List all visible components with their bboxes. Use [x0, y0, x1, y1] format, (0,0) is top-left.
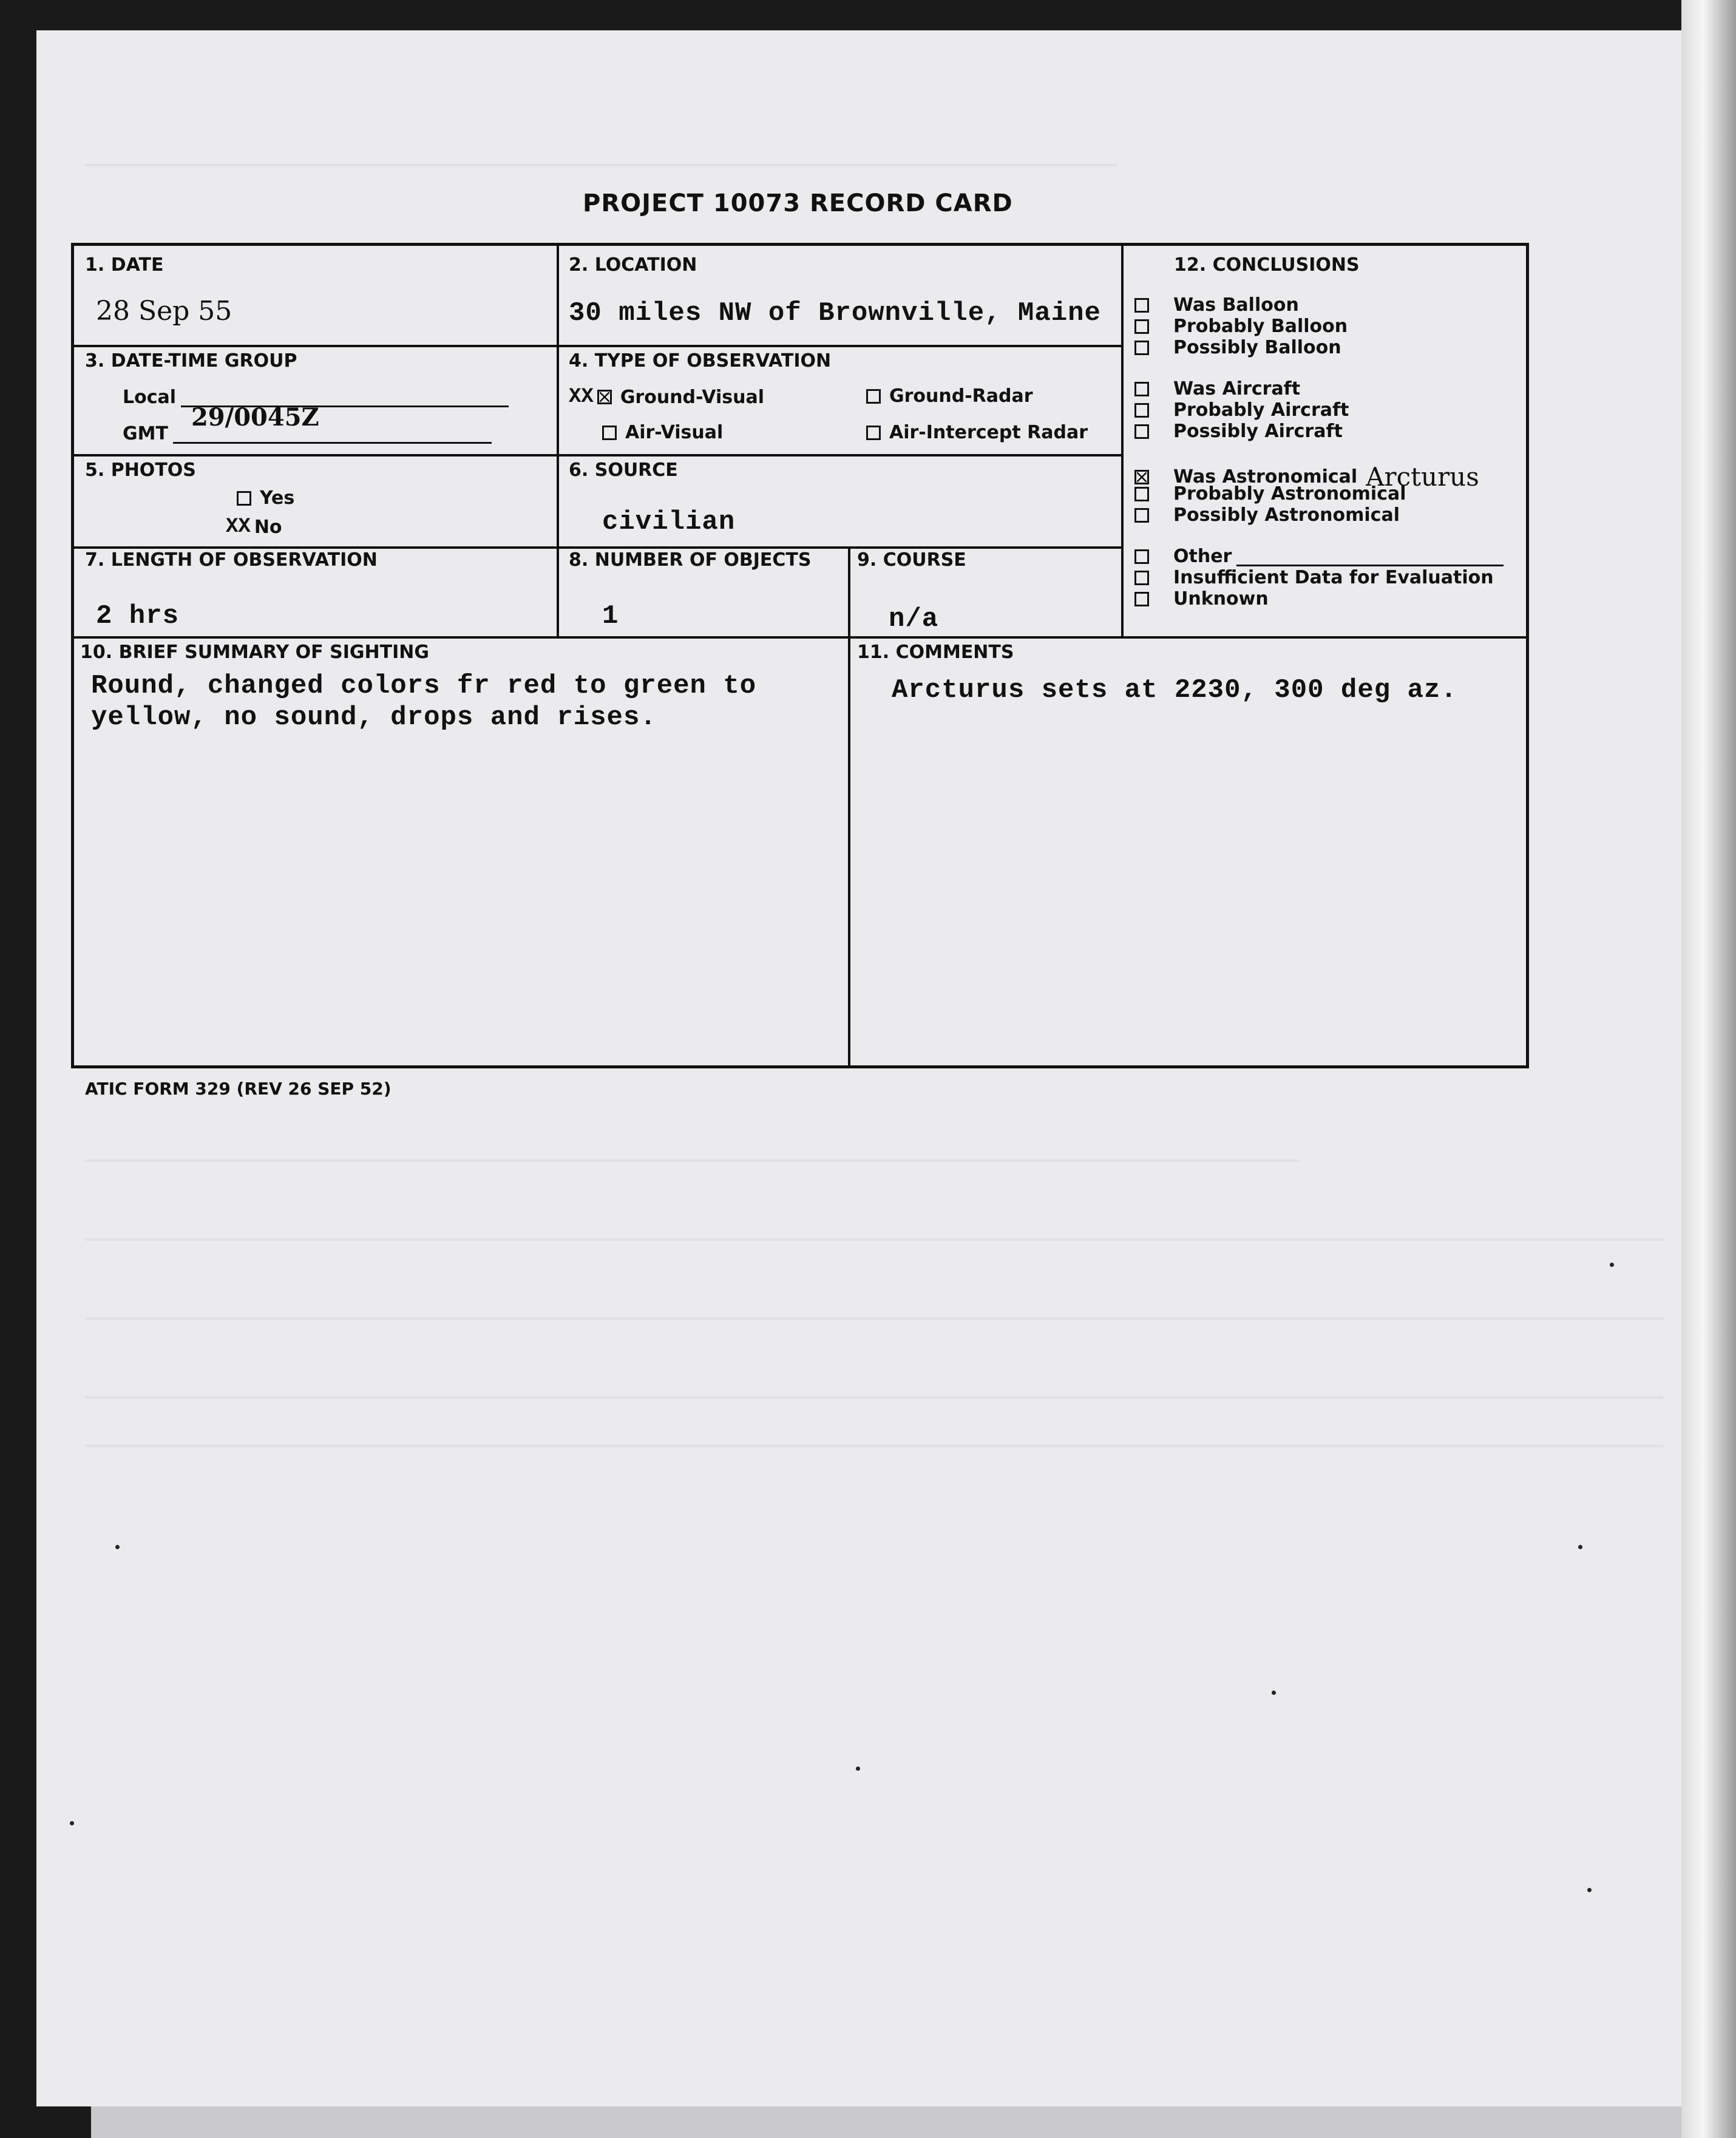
- film-speck: [115, 1545, 120, 1549]
- bleed-through-line: [85, 1317, 1663, 1320]
- comments-label: 11. COMMENTS: [857, 642, 1014, 663]
- checkbox: [1134, 571, 1149, 585]
- form-number: ATIC FORM 329 (REV 26 SEP 52): [85, 1079, 392, 1099]
- course-label: 9. COURSE: [857, 549, 966, 571]
- was-astronomical-option: Was Astronomical Arcturus: [1134, 462, 1479, 492]
- photos-no-option: XX No: [226, 515, 282, 538]
- photos-label: 5. PHOTOS: [85, 460, 196, 481]
- probably-balloon-option: Probably Balloon: [1134, 316, 1348, 337]
- length-of-observation-label: 7. LENGTH OF OBSERVATION: [85, 549, 378, 571]
- unknown-option: Unknown: [1134, 588, 1269, 609]
- local-field: Local: [123, 387, 509, 408]
- gmt-value: 29/0045Z: [191, 403, 319, 432]
- was-balloon-option: Was Balloon: [1134, 294, 1299, 316]
- bleed-through-line: [85, 164, 1117, 166]
- astronomical-note: Arcturus: [1366, 462, 1479, 492]
- check-mark: XX: [226, 515, 251, 538]
- film-speck: [1587, 1888, 1592, 1892]
- checkbox: [1134, 341, 1149, 355]
- probably-aircraft-option: Probably Aircraft: [1134, 399, 1349, 421]
- probably-astronomical-option: Probably Astronomical: [1134, 483, 1406, 504]
- summary-line-1: Round, changed colors fr red to green to: [91, 671, 757, 701]
- checkbox: [237, 491, 251, 506]
- film-speck: [1272, 1691, 1276, 1695]
- divider: [74, 636, 1526, 639]
- photos-yes-option: Yes: [237, 487, 294, 509]
- course-value: n/a: [889, 604, 939, 634]
- checkbox: [1134, 508, 1149, 523]
- bleed-through-line: [85, 1445, 1663, 1447]
- date-value: 28 Sep 55: [96, 296, 232, 327]
- checkbox: [1134, 592, 1149, 606]
- divider: [74, 546, 1121, 549]
- divider: [848, 546, 850, 636]
- bleed-through-line: [85, 1396, 1663, 1399]
- was-aircraft-option: Was Aircraft: [1134, 378, 1300, 399]
- gmt-field: GMT 29/0045Z: [123, 423, 492, 444]
- summary-label: 10. BRIEF SUMMARY OF SIGHTING: [80, 642, 429, 663]
- comments-value: Arcturus sets at 2230, 300 deg az.: [892, 675, 1457, 705]
- bleed-through-line: [85, 1159, 1299, 1162]
- ground-radar-option: Ground-Radar: [866, 385, 1033, 407]
- checkbox: [1134, 487, 1149, 501]
- location-label: 2. LOCATION: [569, 254, 697, 276]
- conclusions-label: 12. CONCLUSIONS: [1174, 254, 1360, 276]
- number-of-objects-value: 1: [602, 601, 619, 631]
- air-intercept-radar-option: Air-Intercept Radar: [866, 422, 1088, 443]
- checkbox: [1134, 298, 1149, 313]
- divider: [557, 246, 559, 636]
- length-of-observation-value: 2 hrs: [96, 601, 180, 631]
- divider: [74, 454, 1121, 456]
- film-speck: [1578, 1545, 1582, 1549]
- checkbox: [866, 389, 881, 404]
- possibly-astronomical-option: Possibly Astronomical: [1134, 504, 1400, 526]
- card-title: PROJECT 10073 RECORD CARD: [583, 189, 1013, 217]
- divider: [74, 345, 1121, 347]
- other-option: Other: [1134, 546, 1504, 567]
- insufficient-data-option: Insufficient Data for Evaluation: [1134, 567, 1494, 588]
- divider: [1121, 246, 1124, 636]
- date-label: 1. DATE: [85, 254, 164, 276]
- location-value: 30 miles NW of Brownville, Maine: [569, 298, 1101, 328]
- possibly-balloon-option: Possibly Balloon: [1134, 337, 1341, 358]
- ground-visual-option: XX Ground-Visual: [569, 385, 765, 409]
- checkbox: [602, 426, 617, 440]
- bleed-through-line: [85, 1238, 1663, 1241]
- checkbox: [1134, 549, 1149, 564]
- check-mark: XX: [569, 385, 594, 409]
- divider: [848, 636, 850, 1068]
- checkbox: [1134, 424, 1149, 439]
- type-of-observation-label: 4. TYPE OF OBSERVATION: [569, 350, 832, 372]
- date-time-group-label: 3. DATE-TIME GROUP: [85, 350, 297, 372]
- checkbox: [1134, 382, 1149, 396]
- checked-checkbox-icon: [1134, 470, 1149, 484]
- summary-line-2: yellow, no sound, drops and rises.: [91, 702, 657, 733]
- checkbox: [1134, 403, 1149, 418]
- film-speck: [1610, 1263, 1614, 1267]
- checked-checkbox-icon: [597, 390, 612, 404]
- record-card: [71, 243, 1529, 1068]
- number-of-objects-label: 8. NUMBER OF OBJECTS: [569, 549, 812, 571]
- film-edge-bottom: [91, 2106, 1681, 2138]
- source-value: civilian: [602, 507, 736, 537]
- film-speck: [856, 1766, 860, 1771]
- source-label: 6. SOURCE: [569, 460, 678, 481]
- possibly-aircraft-option: Possibly Aircraft: [1134, 421, 1343, 442]
- film-speck: [70, 1821, 74, 1825]
- other-underline: [1236, 546, 1504, 566]
- air-visual-option: Air-Visual: [602, 422, 723, 443]
- checkbox: [1134, 319, 1149, 334]
- film-edge-right: [1681, 0, 1736, 2138]
- checkbox: [866, 426, 881, 440]
